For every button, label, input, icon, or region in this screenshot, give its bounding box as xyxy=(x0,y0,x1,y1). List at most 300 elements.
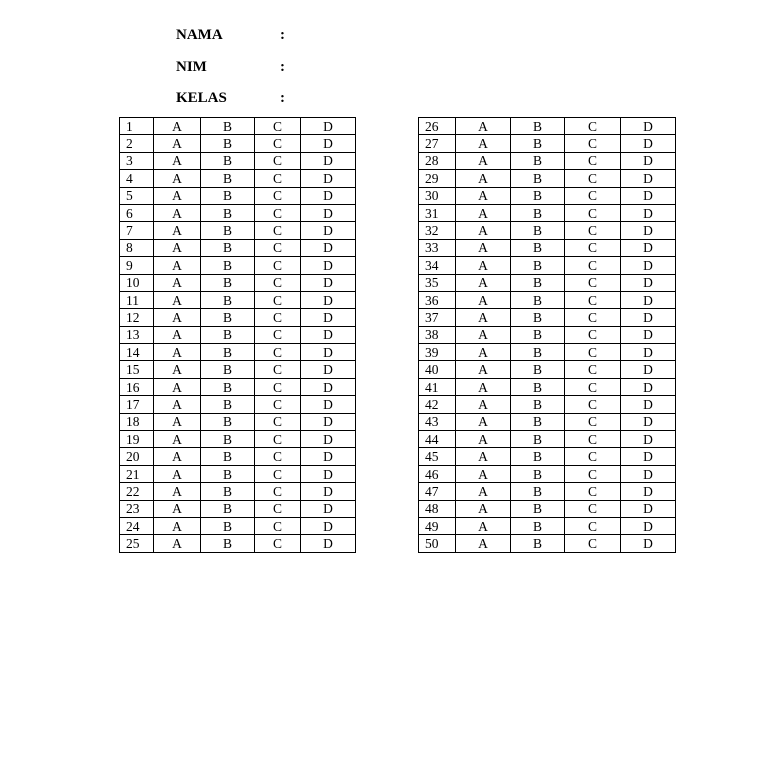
answer-option-b[interactable]: B xyxy=(511,257,565,274)
answer-row xyxy=(120,535,356,552)
question-number: 40 xyxy=(419,361,456,378)
answer-option-c[interactable]: C xyxy=(565,222,621,239)
answer-option-a[interactable]: A xyxy=(154,291,201,308)
answer-option-c[interactable]: C xyxy=(565,239,621,256)
answer-option-a[interactable]: A xyxy=(456,135,511,152)
answer-row xyxy=(419,483,676,500)
answer-row xyxy=(419,309,676,326)
answer-option-b[interactable]: B xyxy=(511,431,565,448)
answer-option-d[interactable]: D xyxy=(621,378,676,395)
answer-row xyxy=(120,291,356,308)
answer-option-a[interactable]: A xyxy=(154,535,201,552)
answer-option-c[interactable]: C xyxy=(565,326,621,343)
answer-option-c[interactable]: C xyxy=(255,344,301,361)
answer-option-c[interactable]: C xyxy=(565,257,621,274)
answer-option-b[interactable]: B xyxy=(201,239,255,256)
question-number: 20 xyxy=(120,448,154,465)
answer-option-d[interactable]: D xyxy=(621,413,676,430)
answer-row xyxy=(120,274,356,291)
answer-option-c[interactable]: C xyxy=(565,135,621,152)
answer-option-d[interactable]: D xyxy=(621,465,676,482)
question-number: 27 xyxy=(419,135,456,152)
answer-option-a[interactable]: A xyxy=(456,465,511,482)
answer-option-a[interactable]: A xyxy=(154,222,201,239)
answer-option-d[interactable]: D xyxy=(301,257,356,274)
answer-option-c[interactable]: C xyxy=(565,465,621,482)
answer-option-c[interactable]: C xyxy=(255,170,301,187)
answer-option-a[interactable]: A xyxy=(456,517,511,534)
answer-row xyxy=(419,465,676,482)
answer-option-b[interactable]: B xyxy=(201,483,255,500)
answer-option-b[interactable]: B xyxy=(201,344,255,361)
question-number: 2 xyxy=(120,135,154,152)
answer-option-c[interactable]: C xyxy=(255,274,301,291)
answer-option-b[interactable]: B xyxy=(201,431,255,448)
answer-option-b[interactable]: B xyxy=(201,309,255,326)
answer-option-a[interactable]: A xyxy=(154,204,201,221)
answer-option-d[interactable]: D xyxy=(301,170,356,187)
answer-option-b[interactable]: B xyxy=(201,135,255,152)
question-number: 41 xyxy=(419,378,456,395)
answer-row xyxy=(419,152,676,169)
answer-option-a[interactable]: A xyxy=(456,535,511,552)
answer-option-b[interactable]: B xyxy=(511,500,565,517)
answer-option-c[interactable]: C xyxy=(565,118,621,135)
question-number: 1 xyxy=(120,118,154,135)
answer-option-a[interactable]: A xyxy=(456,118,511,135)
answer-option-b[interactable]: B xyxy=(511,187,565,204)
answer-option-a[interactable]: A xyxy=(456,413,511,430)
answer-option-b[interactable]: B xyxy=(201,413,255,430)
answer-option-c[interactable]: C xyxy=(565,187,621,204)
answer-option-c[interactable]: C xyxy=(565,448,621,465)
answer-option-a[interactable]: A xyxy=(154,396,201,413)
answer-row xyxy=(120,239,356,256)
question-number: 17 xyxy=(120,396,154,413)
kelas-label: KELAS xyxy=(176,90,227,107)
question-number: 8 xyxy=(120,239,154,256)
question-number: 26 xyxy=(419,118,456,135)
answer-option-d[interactable]: D xyxy=(621,517,676,534)
answer-option-b[interactable]: B xyxy=(511,535,565,552)
answer-row xyxy=(419,170,676,187)
question-number: 12 xyxy=(120,309,154,326)
answer-option-c[interactable]: C xyxy=(565,396,621,413)
answer-option-b[interactable]: B xyxy=(511,517,565,534)
answer-option-b[interactable]: B xyxy=(511,239,565,256)
answer-option-a[interactable]: A xyxy=(456,378,511,395)
answer-option-a[interactable]: A xyxy=(154,448,201,465)
answer-option-c[interactable]: C xyxy=(255,535,301,552)
answer-option-a[interactable]: A xyxy=(154,344,201,361)
question-number: 9 xyxy=(120,257,154,274)
answer-option-c[interactable]: C xyxy=(255,152,301,169)
answer-option-c[interactable]: C xyxy=(255,239,301,256)
answer-option-d[interactable]: D xyxy=(301,274,356,291)
answer-row xyxy=(419,222,676,239)
answer-row xyxy=(120,361,356,378)
answer-row xyxy=(120,413,356,430)
answer-option-a[interactable]: A xyxy=(456,170,511,187)
answer-option-d[interactable]: D xyxy=(621,500,676,517)
question-number: 25 xyxy=(120,535,154,552)
answer-option-c[interactable]: C xyxy=(255,135,301,152)
question-number: 35 xyxy=(419,274,456,291)
answer-option-a[interactable]: A xyxy=(456,309,511,326)
question-number: 3 xyxy=(120,152,154,169)
answer-option-a[interactable]: A xyxy=(456,361,511,378)
answer-option-a[interactable]: A xyxy=(456,326,511,343)
answer-option-a[interactable]: A xyxy=(154,118,201,135)
answer-row xyxy=(419,187,676,204)
answer-option-a[interactable]: A xyxy=(456,500,511,517)
answer-option-a[interactable]: A xyxy=(154,239,201,256)
answer-option-c[interactable]: C xyxy=(565,517,621,534)
answer-option-c[interactable]: C xyxy=(565,500,621,517)
question-number: 42 xyxy=(419,396,456,413)
question-number: 48 xyxy=(419,500,456,517)
question-number: 44 xyxy=(419,431,456,448)
answer-row xyxy=(419,535,676,552)
answer-option-a[interactable]: A xyxy=(154,431,201,448)
answer-option-d[interactable]: D xyxy=(301,361,356,378)
answer-option-b[interactable]: B xyxy=(511,135,565,152)
answer-option-d[interactable]: D xyxy=(301,344,356,361)
answer-option-a[interactable]: A xyxy=(456,239,511,256)
nama-row xyxy=(176,20,290,52)
question-number: 4 xyxy=(120,170,154,187)
answer-option-a[interactable]: A xyxy=(456,448,511,465)
answer-option-a[interactable]: A xyxy=(154,274,201,291)
answer-option-c[interactable]: C xyxy=(255,413,301,430)
answer-option-d[interactable]: D xyxy=(301,291,356,308)
answer-option-d[interactable]: D xyxy=(621,257,676,274)
answer-option-c[interactable]: C xyxy=(565,170,621,187)
answer-option-a[interactable]: A xyxy=(456,274,511,291)
answer-option-a[interactable]: A xyxy=(456,431,511,448)
answer-row xyxy=(120,500,356,517)
answer-option-a[interactable]: A xyxy=(456,483,511,500)
kelas-colon: : xyxy=(280,90,285,107)
answer-option-d[interactable]: D xyxy=(301,431,356,448)
answer-option-a[interactable]: A xyxy=(456,344,511,361)
answer-option-c[interactable]: C xyxy=(565,483,621,500)
answer-option-b[interactable]: B xyxy=(201,204,255,221)
answer-row xyxy=(419,500,676,517)
answer-option-a[interactable]: A xyxy=(154,465,201,482)
question-number: 13 xyxy=(120,326,154,343)
answer-option-b[interactable]: B xyxy=(201,187,255,204)
answer-option-b[interactable]: B xyxy=(201,257,255,274)
answer-option-b[interactable]: B xyxy=(511,465,565,482)
question-number: 39 xyxy=(419,344,456,361)
answer-option-d[interactable]: D xyxy=(621,361,676,378)
answer-option-d[interactable]: D xyxy=(621,135,676,152)
answer-option-c[interactable]: C xyxy=(565,152,621,169)
answer-option-c[interactable]: C xyxy=(255,483,301,500)
answer-option-d[interactable]: D xyxy=(301,118,356,135)
answer-option-b[interactable]: B xyxy=(201,170,255,187)
answer-table-left xyxy=(119,117,356,553)
answer-option-b[interactable]: B xyxy=(511,483,565,500)
answer-row xyxy=(419,361,676,378)
answer-option-d[interactable]: D xyxy=(301,413,356,430)
answer-option-c[interactable]: C xyxy=(255,222,301,239)
answer-option-c[interactable]: C xyxy=(255,448,301,465)
answer-option-c[interactable]: C xyxy=(565,361,621,378)
answer-option-b[interactable]: B xyxy=(201,517,255,534)
answer-option-d[interactable]: D xyxy=(621,222,676,239)
question-number: 16 xyxy=(120,378,154,395)
answer-option-b[interactable]: B xyxy=(511,396,565,413)
answer-option-b[interactable]: B xyxy=(201,222,255,239)
answer-option-d[interactable]: D xyxy=(621,326,676,343)
answer-option-b[interactable]: B xyxy=(511,448,565,465)
answer-option-d[interactable]: D xyxy=(301,448,356,465)
answer-option-b[interactable]: B xyxy=(511,152,565,169)
answer-option-d[interactable]: D xyxy=(621,170,676,187)
answer-option-d[interactable]: D xyxy=(621,118,676,135)
answer-option-d[interactable]: D xyxy=(301,500,356,517)
answer-option-a[interactable]: A xyxy=(456,187,511,204)
answer-row xyxy=(419,118,676,135)
answer-option-b[interactable]: B xyxy=(511,378,565,395)
answer-row xyxy=(120,152,356,169)
answer-option-c[interactable]: C xyxy=(565,274,621,291)
question-number: 10 xyxy=(120,274,154,291)
answer-option-b[interactable]: B xyxy=(201,274,255,291)
answer-row xyxy=(120,344,356,361)
answer-table-right xyxy=(418,117,676,553)
answer-option-a[interactable]: A xyxy=(154,326,201,343)
answer-option-b[interactable]: B xyxy=(511,413,565,430)
nim-row xyxy=(176,52,290,84)
question-number: 23 xyxy=(120,500,154,517)
answer-option-d[interactable]: D xyxy=(621,204,676,221)
answer-option-d[interactable]: D xyxy=(621,239,676,256)
nama-colon: : xyxy=(280,27,285,44)
answer-option-c[interactable]: C xyxy=(255,517,301,534)
question-number: 11 xyxy=(120,291,154,308)
answer-option-c[interactable]: C xyxy=(255,257,301,274)
answer-row xyxy=(120,309,356,326)
answer-option-b[interactable]: B xyxy=(201,291,255,308)
question-number: 5 xyxy=(120,187,154,204)
answer-option-d[interactable]: D xyxy=(621,483,676,500)
answer-option-a[interactable]: A xyxy=(154,378,201,395)
question-number: 18 xyxy=(120,413,154,430)
answer-option-c[interactable]: C xyxy=(565,535,621,552)
answer-option-a[interactable]: A xyxy=(456,291,511,308)
answer-option-b[interactable]: B xyxy=(511,274,565,291)
answer-option-c[interactable]: C xyxy=(255,326,301,343)
answer-option-b[interactable]: B xyxy=(511,118,565,135)
answer-option-b[interactable]: B xyxy=(201,448,255,465)
question-number: 15 xyxy=(120,361,154,378)
answer-row xyxy=(419,448,676,465)
answer-option-d[interactable]: D xyxy=(621,344,676,361)
answer-option-c[interactable]: C xyxy=(255,500,301,517)
answer-option-b[interactable]: B xyxy=(511,204,565,221)
answer-option-c[interactable]: C xyxy=(565,344,621,361)
answer-option-d[interactable]: D xyxy=(621,187,676,204)
answer-row xyxy=(120,187,356,204)
answer-option-a[interactable]: A xyxy=(154,187,201,204)
answer-option-d[interactable]: D xyxy=(301,396,356,413)
answer-option-d[interactable]: D xyxy=(301,204,356,221)
question-number: 38 xyxy=(419,326,456,343)
question-number: 19 xyxy=(120,431,154,448)
answer-option-a[interactable]: A xyxy=(456,204,511,221)
answer-option-a[interactable]: A xyxy=(154,413,201,430)
answer-option-d[interactable]: D xyxy=(621,152,676,169)
answer-option-b[interactable]: B xyxy=(511,222,565,239)
answer-option-d[interactable]: D xyxy=(301,222,356,239)
answer-option-d[interactable]: D xyxy=(301,135,356,152)
answer-option-b[interactable]: B xyxy=(201,378,255,395)
answer-option-a[interactable]: A xyxy=(154,517,201,534)
question-number: 46 xyxy=(419,465,456,482)
answer-option-c[interactable]: C xyxy=(255,204,301,221)
answer-option-a[interactable]: A xyxy=(456,396,511,413)
answer-option-c[interactable]: C xyxy=(255,396,301,413)
answer-row xyxy=(120,222,356,239)
answer-row xyxy=(419,239,676,256)
answer-row xyxy=(120,378,356,395)
answer-option-c[interactable]: C xyxy=(255,187,301,204)
answer-option-d[interactable]: D xyxy=(301,535,356,552)
answer-option-a[interactable]: A xyxy=(456,152,511,169)
answer-option-d[interactable]: D xyxy=(301,187,356,204)
answer-option-b[interactable]: B xyxy=(511,326,565,343)
answer-option-d[interactable]: D xyxy=(621,291,676,308)
answer-option-a[interactable]: A xyxy=(456,257,511,274)
answer-option-b[interactable]: B xyxy=(201,396,255,413)
answer-option-d[interactable]: D xyxy=(301,309,356,326)
answer-option-b[interactable]: B xyxy=(201,500,255,517)
answer-option-c[interactable]: C xyxy=(565,378,621,395)
answer-option-b[interactable]: B xyxy=(511,344,565,361)
answer-row xyxy=(419,135,676,152)
answer-row xyxy=(419,326,676,343)
answer-row xyxy=(120,118,356,135)
answer-option-d[interactable]: D xyxy=(301,465,356,482)
question-number: 49 xyxy=(419,517,456,534)
answer-row xyxy=(120,257,356,274)
question-number: 45 xyxy=(419,448,456,465)
question-number: 37 xyxy=(419,309,456,326)
answer-option-a[interactable]: A xyxy=(154,170,201,187)
answer-row xyxy=(120,170,356,187)
answer-row xyxy=(120,465,356,482)
answer-option-d[interactable]: D xyxy=(621,309,676,326)
question-number: 30 xyxy=(419,187,456,204)
answer-option-c[interactable]: C xyxy=(565,204,621,221)
answer-option-a[interactable]: A xyxy=(456,222,511,239)
question-number: 33 xyxy=(419,239,456,256)
answer-option-d[interactable]: D xyxy=(301,326,356,343)
answer-option-a[interactable]: A xyxy=(154,309,201,326)
answer-option-a[interactable]: A xyxy=(154,152,201,169)
answer-option-c[interactable]: C xyxy=(565,413,621,430)
answer-option-d[interactable]: D xyxy=(301,378,356,395)
question-number: 47 xyxy=(419,483,456,500)
answer-option-b[interactable]: B xyxy=(201,465,255,482)
answer-option-d[interactable]: D xyxy=(301,239,356,256)
answer-option-c[interactable]: C xyxy=(565,431,621,448)
answer-option-a[interactable]: A xyxy=(154,135,201,152)
answer-row xyxy=(120,448,356,465)
answer-option-a[interactable]: A xyxy=(154,483,201,500)
answer-option-c[interactable]: C xyxy=(255,465,301,482)
question-number: 36 xyxy=(419,291,456,308)
answer-option-b[interactable]: B xyxy=(201,361,255,378)
answer-row xyxy=(419,396,676,413)
answer-option-c[interactable]: C xyxy=(255,361,301,378)
answer-option-d[interactable]: D xyxy=(621,396,676,413)
nama-label: NAMA xyxy=(176,27,223,44)
question-number: 29 xyxy=(419,170,456,187)
answer-row xyxy=(419,204,676,221)
question-number: 6 xyxy=(120,204,154,221)
answer-option-a[interactable]: A xyxy=(154,361,201,378)
question-number: 24 xyxy=(120,517,154,534)
answer-row xyxy=(419,517,676,534)
nim-colon: : xyxy=(280,58,285,75)
answer-option-a[interactable]: A xyxy=(154,500,201,517)
answer-row xyxy=(419,257,676,274)
answer-option-b[interactable]: B xyxy=(511,291,565,308)
question-number: 22 xyxy=(120,483,154,500)
answer-option-b[interactable]: B xyxy=(511,361,565,378)
answer-option-b[interactable]: B xyxy=(201,118,255,135)
answer-option-c[interactable]: C xyxy=(565,291,621,308)
answer-option-c[interactable]: C xyxy=(255,291,301,308)
answer-row xyxy=(419,431,676,448)
answer-option-d[interactable]: D xyxy=(301,483,356,500)
question-number: 31 xyxy=(419,204,456,221)
answer-option-b[interactable]: B xyxy=(511,309,565,326)
answer-option-d[interactable]: D xyxy=(301,517,356,534)
answer-row xyxy=(419,274,676,291)
answer-option-b[interactable]: B xyxy=(201,326,255,343)
answer-option-a[interactable]: A xyxy=(154,257,201,274)
answer-option-c[interactable]: C xyxy=(255,431,301,448)
answer-option-c[interactable]: C xyxy=(255,309,301,326)
question-number: 50 xyxy=(419,535,456,552)
answer-option-c[interactable]: C xyxy=(255,118,301,135)
question-number: 21 xyxy=(120,465,154,482)
kelas-row xyxy=(176,83,290,115)
answer-row xyxy=(120,135,356,152)
answer-option-c[interactable]: C xyxy=(255,378,301,395)
answer-option-b[interactable]: B xyxy=(201,152,255,169)
answer-option-c[interactable]: C xyxy=(565,309,621,326)
answer-option-d[interactable]: D xyxy=(621,274,676,291)
question-number: 14 xyxy=(120,344,154,361)
answer-row xyxy=(120,517,356,534)
answer-row xyxy=(419,378,676,395)
question-number: 32 xyxy=(419,222,456,239)
answer-option-d[interactable]: D xyxy=(621,431,676,448)
answer-row xyxy=(120,431,356,448)
answer-option-d[interactable]: D xyxy=(621,535,676,552)
answer-row xyxy=(120,204,356,221)
answer-option-d[interactable]: D xyxy=(301,152,356,169)
answer-option-b[interactable]: B xyxy=(201,535,255,552)
answer-option-d[interactable]: D xyxy=(621,448,676,465)
answer-option-b[interactable]: B xyxy=(511,170,565,187)
